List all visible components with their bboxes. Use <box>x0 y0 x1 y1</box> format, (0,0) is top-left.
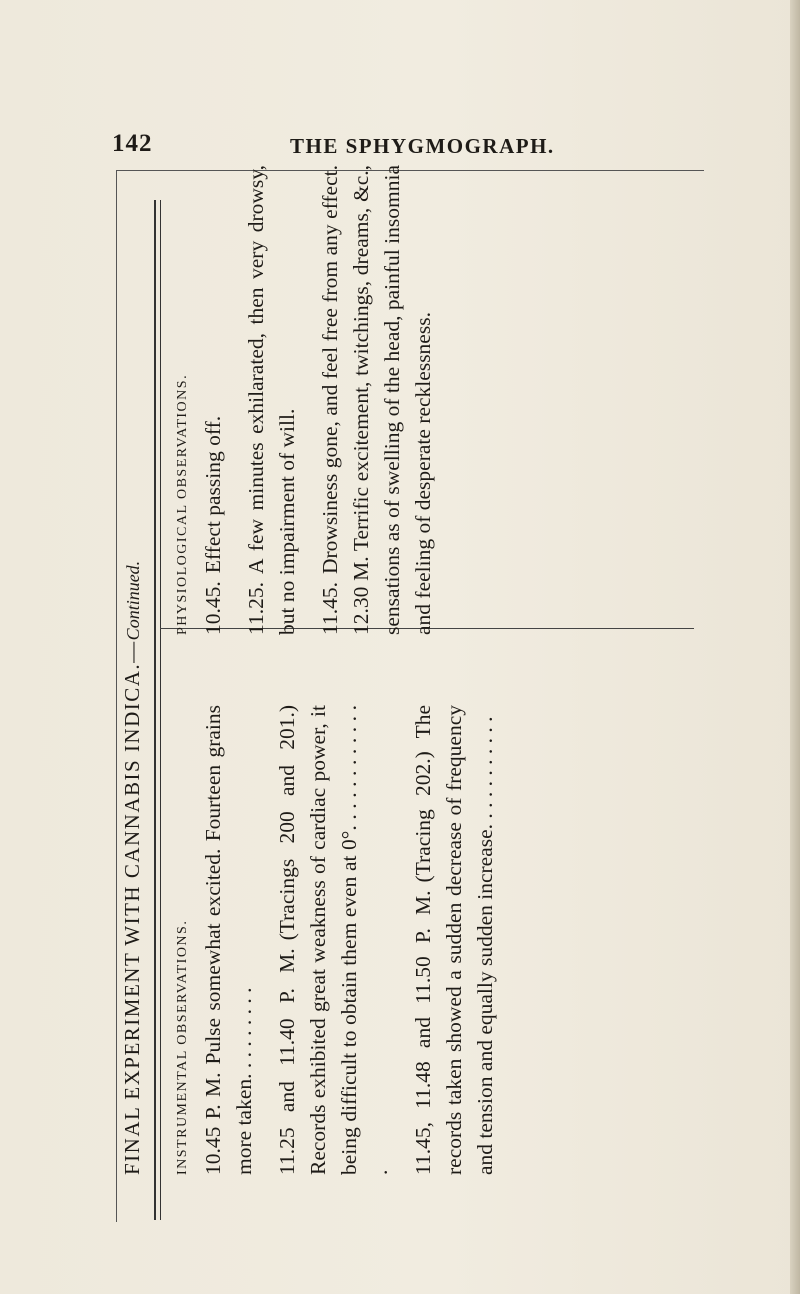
running-head <box>0 130 800 170</box>
entry-text: Effect passing off. <box>201 415 225 574</box>
page-number: 142 <box>112 130 153 157</box>
entry-time: 11.25 and 11.40 P. M. <box>275 948 299 1175</box>
instrumental-section <box>168 705 513 1175</box>
frame-rule-left <box>116 170 117 1222</box>
entry-text: (Tracings 200 and 201.) Records exhibited great weakness of cardiac power, it being difficult to obtain them even at 0°. . . . . . . . . . . . . <box>275 704 392 1175</box>
running-title: THE SPHYGMOGRAPH. <box>290 134 555 158</box>
physiological-entry <box>315 165 439 635</box>
entry-time: 11.45. <box>318 582 342 635</box>
instrumental-entry <box>408 705 501 1175</box>
instrumental-heading: INSTRUMENTAL OBSERVATIONS. <box>175 919 190 1175</box>
entry-time: 11.25. <box>244 582 268 635</box>
physiological-entry <box>198 165 229 635</box>
entry-time: 10.45. <box>201 581 225 635</box>
entry-text: A few minutes exhilarated, then very drowsy, but no impairment of will. <box>244 165 299 635</box>
instrumental-entry <box>272 705 396 1175</box>
table-title <box>120 165 154 1175</box>
physiological-entry <box>241 165 303 635</box>
entry-text: Pulse somewhat excited. Fourteen grains more taken. . . . . . . . . <box>201 705 256 1175</box>
entry-text: Drowsiness gone, and feel free from any effect. 12.30 M. Terrific excitement, twitchings, dreams, &c., sensations as of swelling of the head, painful insomnia and feeling of desperate recklessness. <box>318 165 435 635</box>
physiological-heading: PHYSIOLOGICAL OBSERVATIONS. <box>175 373 190 635</box>
entry-text: (Tracing 202.) The records taken showed a sudden decrease of frequency and tension and equally sudden increase. . . . . . . . . . . <box>411 704 497 1175</box>
table-title-continued: Continued. <box>123 560 143 641</box>
table-title-text: FINAL EXPERIMENT WITH CANNABIS INDICA.— <box>120 640 144 1175</box>
entry-time: 11.45, 11.48 and 11.50 P. M. <box>411 890 435 1175</box>
rotated-table <box>120 165 690 1175</box>
page-edge <box>790 0 800 1294</box>
instrumental-entry <box>198 705 260 1175</box>
entry-time: 10.45 P. M. <box>201 1072 225 1175</box>
physiological-section <box>168 165 451 635</box>
